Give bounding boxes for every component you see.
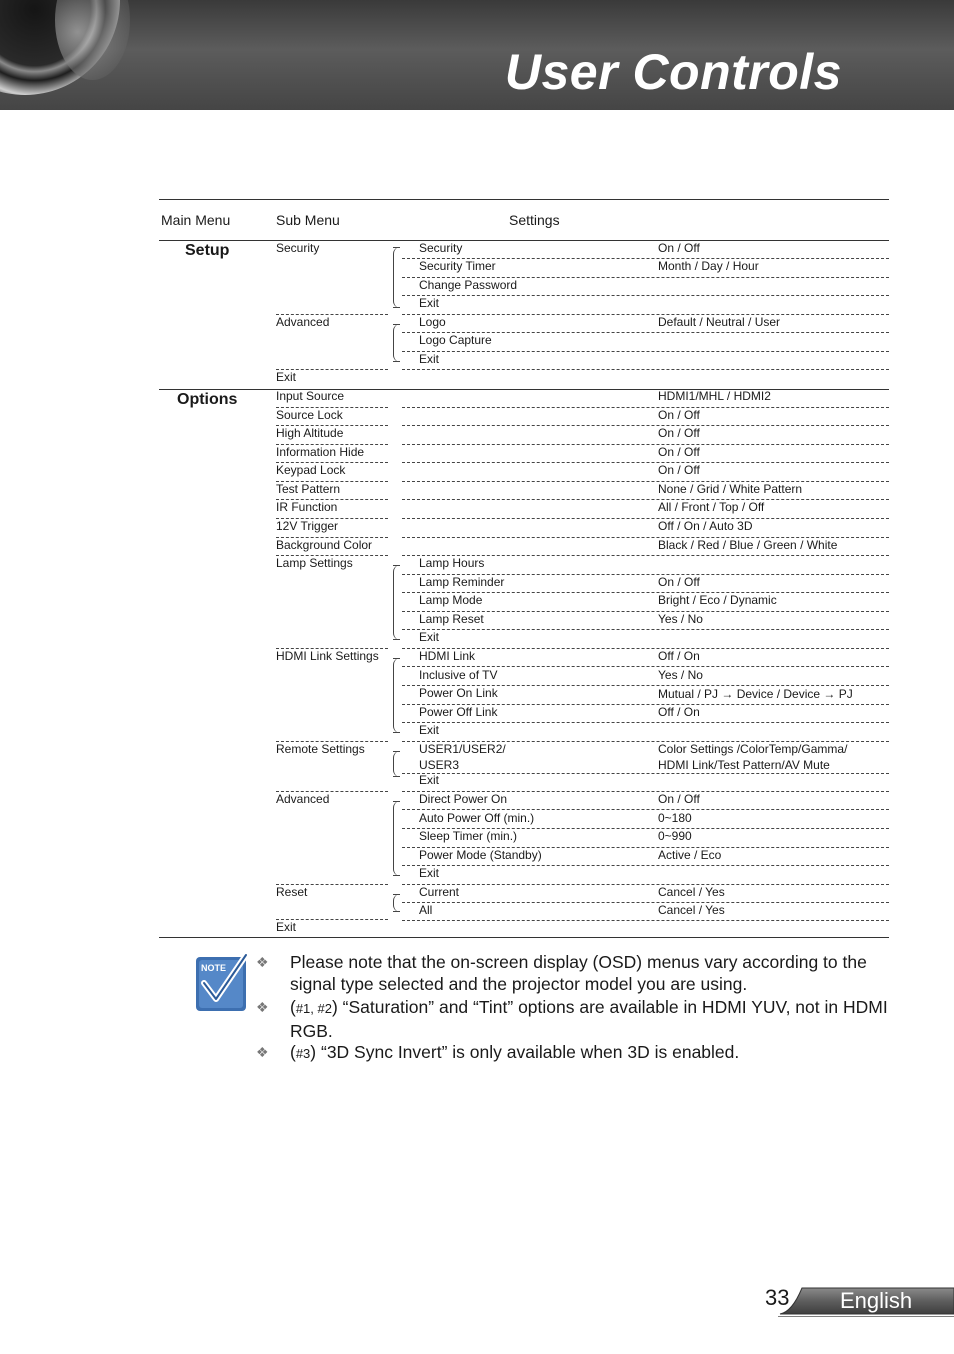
setting-name: Current <box>419 885 460 899</box>
setting-value-line2: HDMI Link/Test Pattern/AV Mute <box>658 758 830 772</box>
setting-value: Month / Day / Hour <box>658 259 759 273</box>
note-body: ) “Saturation” and “Tint” options are available in HDMI YUV, not in HDMI RGB. <box>290 997 888 1041</box>
setting-value: On / Off <box>658 241 700 255</box>
sub-menu-item: Keypad Lock <box>276 463 346 477</box>
note-icon <box>196 951 249 1012</box>
setting-name: Power Off Link <box>419 705 498 719</box>
setting-name: Lamp Hours <box>419 556 485 570</box>
setting-value: 0~990 <box>658 829 692 843</box>
table-top-rule <box>159 199 889 200</box>
bracket-lamp-settings <box>393 565 402 640</box>
setting-name: Direct Power On <box>419 792 508 806</box>
setting-value: Off / On <box>658 649 700 663</box>
row-divider <box>402 865 889 866</box>
note-paren: ( <box>290 1042 296 1062</box>
setting-value: On / Off <box>658 445 700 459</box>
row-divider <box>402 629 889 630</box>
setting-name: Exit <box>419 773 440 787</box>
note-paren: ( <box>290 997 296 1017</box>
section-rule <box>159 389 889 390</box>
setting-value: Cancel / Yes <box>658 885 725 899</box>
main-menu-options: Options <box>177 391 238 408</box>
row-divider <box>402 902 889 903</box>
sub-menu-remote-settings: Remote Settings <box>276 742 365 756</box>
setting-value: On / Off <box>658 463 700 477</box>
setting-value: Off / On / Auto 3D <box>658 519 753 533</box>
sub-menu-reset: Reset <box>276 885 308 899</box>
row-divider <box>402 314 889 315</box>
setting-name-line1: USER1/USER2/ <box>419 742 506 756</box>
sub-menu-exit: Exit <box>276 370 297 384</box>
setting-name: Exit <box>419 352 440 366</box>
setting-value: Active / Eco <box>658 848 722 862</box>
row-divider <box>402 773 889 774</box>
diamond-bullet-icon: ❖ <box>256 1044 269 1060</box>
page-number: 33 <box>765 1285 790 1310</box>
setting-name-line2: USER3 <box>419 758 460 772</box>
note-icon-label: NOTE <box>201 963 227 973</box>
setting-name: Power Mode (Standby) <box>419 848 542 862</box>
row-divider <box>402 295 889 296</box>
setting-value: Yes / No <box>658 612 703 626</box>
sub-menu-item: Test Pattern <box>276 482 341 496</box>
setting-name: Lamp Reset <box>419 612 484 626</box>
setting-name: HDMI Link <box>419 649 476 663</box>
note-text <box>290 996 896 1042</box>
setting-name: Exit <box>419 723 440 737</box>
header-bottom-rule <box>159 240 889 241</box>
setting-name: Auto Power Off (min.) <box>419 811 535 825</box>
bracket-remote-settings <box>393 751 402 777</box>
col-header-sub-menu: Sub Menu <box>276 212 340 228</box>
setting-value: Cancel / Yes <box>658 903 725 917</box>
note-refs: #1, #2 <box>295 1001 332 1016</box>
setting-name: Exit <box>419 296 440 310</box>
table-bottom-rule <box>159 937 889 938</box>
setting-value: Bright / Eco / Dynamic <box>658 593 777 607</box>
sub-menu-item: High Altitude <box>276 426 344 440</box>
setting-name: Security Timer <box>419 259 496 273</box>
setting-name: Lamp Mode <box>419 593 483 607</box>
page-title: User Controls <box>504 44 842 100</box>
setting-name: Logo <box>419 315 446 329</box>
osd-menu-tree-table <box>159 199 889 939</box>
bracket-security <box>393 247 402 308</box>
bracket-reset <box>393 894 402 912</box>
row-divider <box>402 809 889 810</box>
sub-menu-security: Security <box>276 241 320 255</box>
row-divider <box>402 462 889 463</box>
diamond-bullet-icon: ❖ <box>256 954 269 970</box>
setting-value: None / Grid / White Pattern <box>658 482 803 496</box>
row-divider <box>402 666 889 667</box>
row-divider <box>402 499 889 500</box>
setting-value-line1: Color Settings /ColorTemp/Gamma/ <box>658 742 848 756</box>
note-text <box>290 1041 896 1065</box>
setting-name: Exit <box>419 866 440 880</box>
row-divider <box>402 369 889 370</box>
row-divider <box>402 425 889 426</box>
setting-value: Black / Red / Blue / Green / White <box>658 538 838 552</box>
setting-value: Default / Neutral / User <box>658 315 781 329</box>
bracket-hdmi-link-settings <box>393 658 402 733</box>
sub-menu-item: Information Hide <box>276 445 365 459</box>
language-label: English <box>840 1288 913 1313</box>
sub-menu-item: Input Source <box>276 389 345 403</box>
row-divider <box>402 722 889 723</box>
row-divider <box>402 518 889 519</box>
sub-menu-lamp-settings: Lamp Settings <box>276 556 353 570</box>
row-divider <box>402 351 889 352</box>
sub-menu-item: IR Function <box>276 500 338 514</box>
row-divider <box>402 648 889 649</box>
sub-menu-advanced: Advanced <box>276 792 330 806</box>
note-text: Please note that the on-screen display (OSD) menus vary according to the signal type selected and the projector model you are using. <box>290 952 867 994</box>
setting-value: All / Front / Top / Off <box>658 500 765 514</box>
setting-name: Security <box>419 241 463 255</box>
row-divider <box>402 481 889 482</box>
sub-menu-advanced: Advanced <box>276 315 330 329</box>
setting-name: Change Password <box>419 278 518 292</box>
main-menu-setup: Setup <box>185 242 230 259</box>
setting-name: Inclusive of TV <box>419 668 498 682</box>
setting-name: All <box>419 903 433 917</box>
diamond-bullet-icon: ❖ <box>256 999 269 1015</box>
note-body: ) “3D Sync Invert” is only available when 3D is enabled. <box>310 1042 740 1062</box>
setting-name: Exit <box>419 630 440 644</box>
setting-value: Mutual / PJ → Device / Device → PJ <box>658 687 853 701</box>
setting-name: Sleep Timer (min.) <box>419 829 518 843</box>
row-divider <box>402 884 889 885</box>
setting-value: HDMI1/MHL / HDMI2 <box>658 389 771 403</box>
setting-value: On / Off <box>658 792 700 806</box>
col-header-main-menu: Main Menu <box>161 212 231 228</box>
sub-menu-hdmi-link-settings: HDMI Link Settings <box>276 649 379 663</box>
setting-value: Yes / No <box>658 668 703 682</box>
row-divider <box>402 407 889 408</box>
setting-value: On / Off <box>658 408 700 422</box>
note-refs: #3 <box>295 1046 311 1061</box>
setting-value: Off / On <box>658 705 700 719</box>
setting-value: On / Off <box>658 575 700 589</box>
sub-menu-item: 12V Trigger <box>276 519 339 533</box>
row-divider <box>402 444 889 445</box>
bracket-advanced <box>393 324 402 362</box>
col-header-settings: Settings <box>509 212 560 228</box>
sub-menu-exit: Exit <box>276 920 297 934</box>
setting-value: On / Off <box>658 426 700 440</box>
setting-value: 0~180 <box>658 811 692 825</box>
bracket-advanced <box>393 801 402 876</box>
setting-name: Power On Link <box>419 686 498 700</box>
setting-name: Lamp Reminder <box>419 575 505 589</box>
sub-menu-item: Source Lock <box>276 408 343 422</box>
page-header <box>0 0 954 110</box>
setting-name: Logo Capture <box>419 333 492 347</box>
row-divider <box>402 920 889 921</box>
sub-menu-item: Background Color <box>276 538 373 552</box>
